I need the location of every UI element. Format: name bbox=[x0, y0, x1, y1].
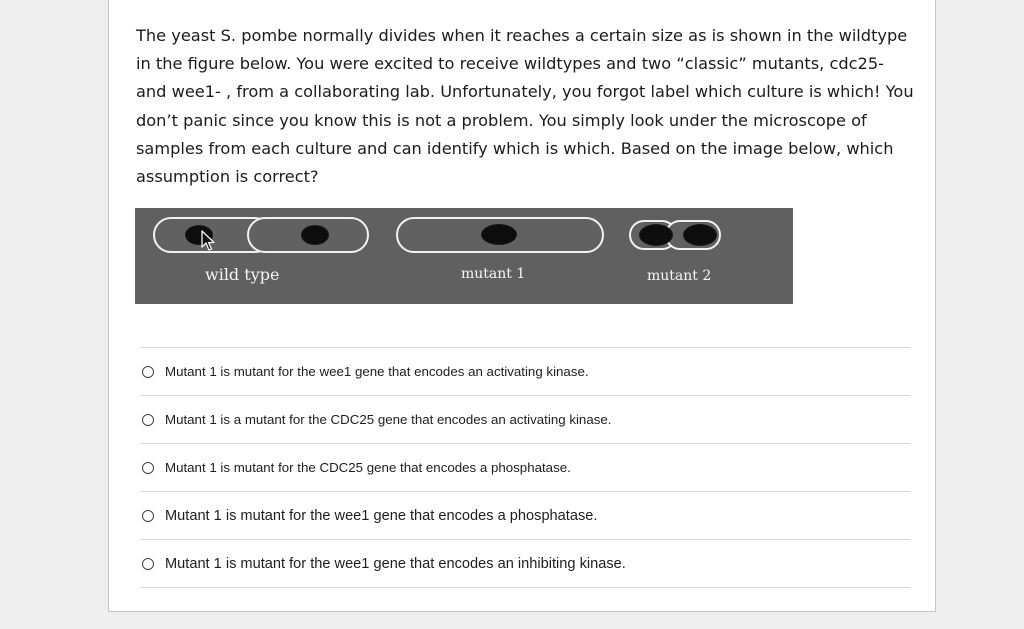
wild-type-nucleus-right bbox=[301, 225, 329, 245]
mutant2-nucleus-right bbox=[683, 224, 717, 246]
mutant1-label: mutant 1 bbox=[461, 266, 526, 282]
answer-option-4[interactable] bbox=[140, 492, 910, 540]
answer-option-label: Mutant 1 is mutant for the wee1 gene that encodes an inhibiting kinase. bbox=[165, 555, 626, 572]
answer-option-5[interactable] bbox=[140, 540, 910, 588]
answer-option-3[interactable] bbox=[140, 444, 910, 492]
answer-option-1[interactable] bbox=[140, 348, 910, 396]
radio-button[interactable] bbox=[142, 414, 154, 426]
mouse-cursor-icon bbox=[201, 230, 217, 252]
radio-button[interactable] bbox=[142, 558, 154, 570]
answer-option-2[interactable] bbox=[140, 396, 910, 444]
wild-type-label: wild type bbox=[205, 265, 280, 284]
answer-option-label: Mutant 1 is mutant for the wee1 gene that encodes an activating kinase. bbox=[165, 364, 589, 379]
yeast-cells-figure bbox=[135, 208, 793, 304]
answer-option-label: Mutant 1 is a mutant for the CDC25 gene that encodes an activating kinase. bbox=[165, 412, 612, 427]
answer-option-label: Mutant 1 is mutant for the wee1 gene that encodes a phosphatase. bbox=[165, 507, 598, 524]
mutant2-label: mutant 2 bbox=[647, 268, 712, 284]
mutant2-nucleus-left bbox=[639, 224, 673, 246]
answer-options bbox=[140, 347, 910, 588]
radio-button[interactable] bbox=[142, 510, 154, 522]
radio-button[interactable] bbox=[142, 366, 154, 378]
radio-button[interactable] bbox=[142, 462, 154, 474]
mutant1-nucleus bbox=[481, 224, 517, 245]
question-text: The yeast S. pombe normally divides when it reaches a certain size as is shown in the wildtype in the figure below. You were excited to receive wildtypes and two “classic” mutants, cdc25- and wee1- , from a collaborating lab. Unfortunately, you forgot label which culture is which! You don’t panic since you know this is not a problem. You simply look under the microscope of samples from each culture and can identify which is which. Based on the image below, which assumption is correct? bbox=[136, 26, 914, 187]
answer-option-label: Mutant 1 is mutant for the CDC25 gene that encodes a phosphatase. bbox=[165, 460, 571, 475]
